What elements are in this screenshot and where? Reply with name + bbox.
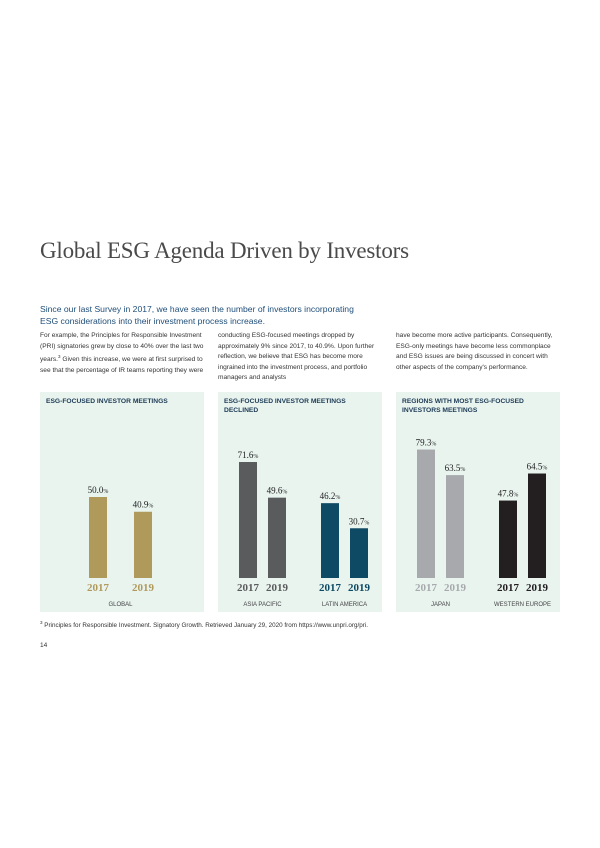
bar-global-2019 <box>134 512 152 578</box>
chart-title-declined: ESG-FOCUSED INVESTOR MEETINGS DECLINED <box>224 398 346 414</box>
category-label: 2019 <box>348 582 370 594</box>
category-label: 2019 <box>132 582 154 594</box>
body-column-1-text-a: For example, the Principles for Responsible Investment (PRI) signatories grew by close to 40% over the last two years. <box>40 332 204 364</box>
footnote-text: Principles for Responsible Investment. Signatory Growth. Retrieved January 29, 2020 from https://www.unpri.org/pri. <box>42 622 369 630</box>
body-column-3: have become more active participants. Consequently, ESG-only meetings have become less commonplace and ESG issues are being discussed in concert with other aspects of the company's performance. <box>396 332 553 371</box>
percent-sign: % <box>364 520 370 527</box>
percent-sign: % <box>335 495 341 502</box>
bar-japan-2019 <box>446 475 464 578</box>
data-label: 46.2% <box>319 491 341 502</box>
data-label: 71.6% <box>237 450 259 461</box>
percent-sign: % <box>542 465 548 472</box>
body-column-1-text-b: Given this increase, we were at first surprised to see that the percentage of IR teams reporting they were <box>40 356 204 374</box>
bar-latin-america-2019 <box>350 528 368 578</box>
data-label: 47.8% <box>497 488 519 499</box>
bar-asia-pacific-2019 <box>268 498 286 578</box>
percent-sign: % <box>282 489 288 496</box>
percent-sign: % <box>431 441 437 448</box>
category-label: 2019 <box>444 582 466 594</box>
percent-sign: % <box>513 492 519 499</box>
chart-most <box>396 392 560 612</box>
percent-sign: % <box>148 503 154 510</box>
category-label: 2019 <box>266 582 288 594</box>
chart-title-global: ESG-FOCUSED INVESTOR MEETINGS <box>46 398 168 405</box>
bar-western-europe-2017 <box>499 501 517 578</box>
body-column-1 <box>40 331 206 377</box>
bar-latin-america-2017 <box>321 503 339 578</box>
chart-global <box>40 392 204 612</box>
page-number: 14 <box>40 642 48 649</box>
bar-western-europe-2019 <box>528 474 546 578</box>
bar-asia-pacific-2017 <box>239 462 257 578</box>
chart-panel-global <box>40 392 204 612</box>
footnote-ref: 3 <box>57 354 61 360</box>
percent-sign: % <box>253 454 259 461</box>
chart-panel-declined <box>218 392 382 612</box>
group-label: JAPAN <box>431 602 450 608</box>
category-label: 2017 <box>415 582 437 594</box>
data-label: 40.9% <box>132 499 154 510</box>
category-label: 2017 <box>237 582 259 594</box>
data-label: 49.6% <box>266 485 288 496</box>
group-label: LATIN AMERICA <box>321 602 368 608</box>
body-column-2: conducting ESG-focused meetings dropped by approximately 9% since 2017, to 40.9%. Upon further reflection, we believe that ESG has become more ingrained into the investment process, and portfolio managers and analysts <box>218 332 375 382</box>
group-label: ASIA PACIFIC <box>243 602 282 608</box>
group-label: GLOBAL <box>108 602 133 608</box>
category-label: 2019 <box>526 582 548 594</box>
page-title: Global ESG Agenda Driven by Investors <box>40 238 409 263</box>
data-label: 50.0% <box>87 485 109 495</box>
percent-sign: % <box>103 489 109 495</box>
chart-panel-most <box>396 392 560 612</box>
chart-declined <box>218 392 382 612</box>
data-label: 63.5% <box>444 463 466 474</box>
chart-title-most: REGIONS WITH MOST ESG-FOCUSED INVESTORS MEETINGS <box>402 398 524 414</box>
category-label: 2017 <box>319 582 341 594</box>
data-label: 64.5% <box>526 461 548 472</box>
data-label: 30.7% <box>348 516 370 527</box>
group-label: WESTERN EUROPE <box>493 602 552 608</box>
lead-paragraph: Since our last Survey in 2017, we have seen the number of investors incorporating ESG considerations into their investment process increase. <box>40 304 354 326</box>
bar-japan-2017 <box>417 450 435 578</box>
data-label: 79.3% <box>415 437 437 448</box>
category-label: 2017 <box>87 582 109 594</box>
footnote <box>40 620 368 629</box>
category-label: 2017 <box>497 582 519 594</box>
footnote-number: 3 <box>40 620 43 625</box>
percent-sign: % <box>460 467 466 474</box>
bar-global-2017 <box>89 497 107 578</box>
